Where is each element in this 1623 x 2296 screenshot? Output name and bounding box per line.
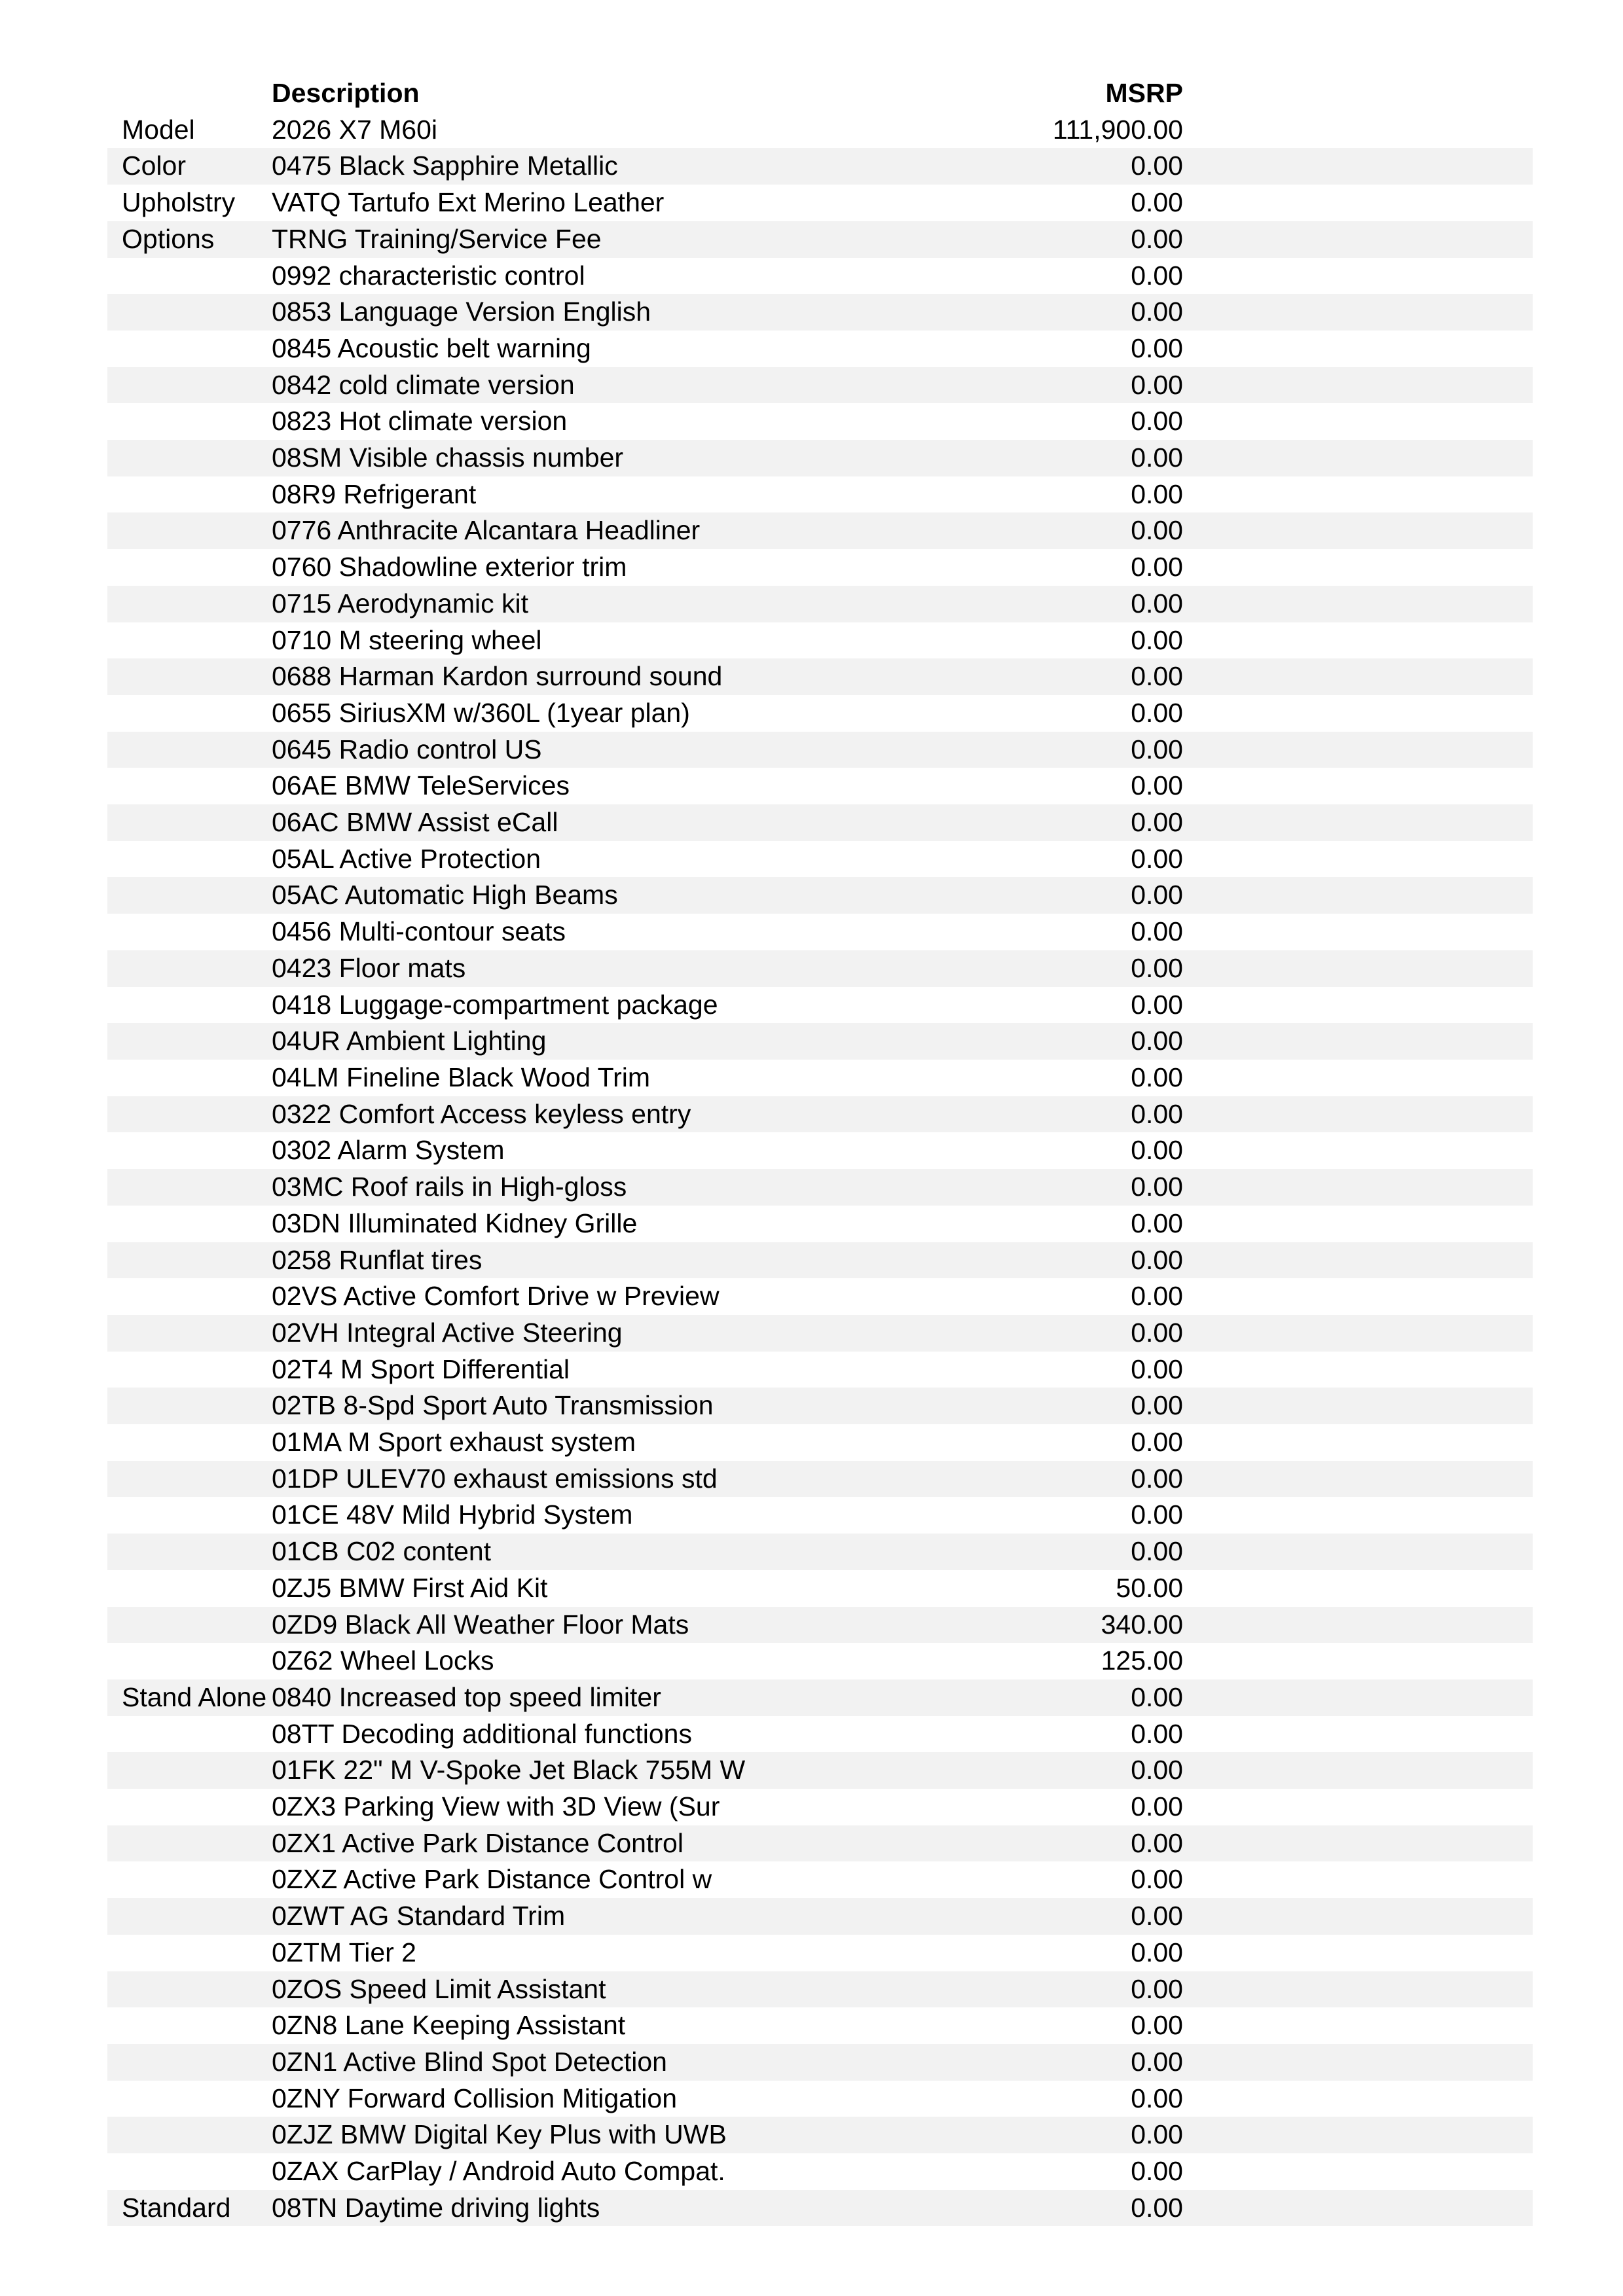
row-msrp: 0.00 [958, 1096, 1183, 1133]
row-description: 0760 Shadowline exterior trim [272, 549, 958, 586]
table-row [107, 950, 1533, 987]
row-category [107, 1315, 272, 1352]
row-spacer [1183, 1278, 1533, 1315]
table-row [107, 331, 1533, 367]
row-spacer [1183, 1971, 1533, 2008]
table-row [107, 2007, 1533, 2044]
row-spacer [1183, 914, 1533, 950]
row-category [107, 1023, 272, 1060]
row-spacer [1183, 1679, 1533, 1716]
row-spacer [1183, 1388, 1533, 1424]
row-description: 05AL Active Protection [272, 841, 958, 878]
row-description: 0776 Anthracite Alcantara Headliner [272, 512, 958, 549]
row-description: 01DP ULEV70 exhaust emissions std [272, 1461, 958, 1498]
row-description: 0475 Black Sapphire Metallic [272, 148, 958, 185]
row-msrp: 0.00 [958, 512, 1183, 549]
row-description: 01FK 22" M V-Spoke Jet Black 755M W [272, 1752, 958, 1789]
row-msrp: 0.00 [958, 331, 1183, 367]
row-category [107, 586, 272, 622]
table-row [107, 1497, 1533, 1534]
row-category [107, 914, 272, 950]
row-spacer [1183, 1716, 1533, 1753]
row-description: 01CE 48V Mild Hybrid System [272, 1497, 958, 1534]
vehicle-options-table [107, 75, 1533, 2226]
row-description: 0655 SiriusXM w/360L (1year plan) [272, 695, 958, 732]
table-row [107, 367, 1533, 404]
row-msrp: 0.00 [958, 403, 1183, 440]
row-category [107, 987, 272, 1024]
row-spacer [1183, 1898, 1533, 1935]
row-category [107, 549, 272, 586]
row-msrp: 0.00 [958, 1716, 1183, 1753]
row-msrp: 0.00 [958, 1352, 1183, 1388]
row-category [107, 804, 272, 841]
table-row [107, 512, 1533, 549]
row-msrp: 340.00 [958, 1607, 1183, 1643]
row-description: 0823 Hot climate version [272, 403, 958, 440]
row-spacer [1183, 2190, 1533, 2227]
table-row [107, 1315, 1533, 1352]
row-spacer [1183, 1643, 1533, 1679]
row-description: 0645 Radio control US [272, 732, 958, 768]
table-row [107, 768, 1533, 804]
table-row [107, 1570, 1533, 1607]
table-body [107, 112, 1533, 2227]
row-description: 0322 Comfort Access keyless entry [272, 1096, 958, 1133]
row-description: 0302 Alarm System [272, 1132, 958, 1169]
row-category [107, 1388, 272, 1424]
row-spacer [1183, 1789, 1533, 1825]
row-category [107, 1497, 272, 1534]
table-row [107, 294, 1533, 331]
row-spacer [1183, 804, 1533, 841]
row-category [107, 1898, 272, 1935]
table-row [107, 1278, 1533, 1315]
row-msrp: 0.00 [958, 1898, 1183, 1935]
row-msrp: 0.00 [958, 2190, 1183, 2227]
row-spacer [1183, 1169, 1533, 1206]
row-category: Color [107, 148, 272, 185]
table-row [107, 1169, 1533, 1206]
row-spacer [1183, 1352, 1533, 1388]
row-category [107, 695, 272, 732]
row-category [107, 258, 272, 295]
row-category [107, 1716, 272, 1753]
row-spacer [1183, 2081, 1533, 2117]
row-msrp: 0.00 [958, 2117, 1183, 2153]
row-spacer [1183, 1570, 1533, 1607]
table-row [107, 1789, 1533, 1825]
table-row [107, 1643, 1533, 1679]
row-msrp: 0.00 [958, 1534, 1183, 1570]
table-header [107, 75, 1533, 112]
row-spacer [1183, 2044, 1533, 2081]
row-msrp: 0.00 [958, 221, 1183, 258]
row-msrp: 0.00 [958, 1971, 1183, 2008]
row-spacer [1183, 148, 1533, 185]
row-description: 08R9 Refrigerant [272, 476, 958, 513]
row-category [107, 1570, 272, 1607]
row-category: Upholstry [107, 185, 272, 221]
row-description: 0688 Harman Kardon surround sound [272, 658, 958, 695]
row-description: 0ZJ5 BMW First Aid Kit [272, 1570, 958, 1607]
table-row [107, 403, 1533, 440]
row-description: 0845 Acoustic belt warning [272, 331, 958, 367]
row-description: 0840 Increased top speed limiter [272, 1679, 958, 1716]
row-msrp: 0.00 [958, 1278, 1183, 1315]
table-row [107, 877, 1533, 914]
row-spacer [1183, 950, 1533, 987]
row-description: 02T4 M Sport Differential [272, 1352, 958, 1388]
row-spacer [1183, 2117, 1533, 2153]
row-msrp: 0.00 [958, 1388, 1183, 1424]
row-category [107, 1206, 272, 1242]
row-description: 02VS Active Comfort Drive w Preview [272, 1278, 958, 1315]
table-row [107, 695, 1533, 732]
row-category [107, 2081, 272, 2117]
row-msrp: 0.00 [958, 1752, 1183, 1789]
row-description: 0Z62 Wheel Locks [272, 1643, 958, 1679]
row-category [107, 476, 272, 513]
row-spacer [1183, 658, 1533, 695]
row-spacer [1183, 1206, 1533, 1242]
row-description: 0ZJZ BMW Digital Key Plus with UWB [272, 2117, 958, 2153]
row-description: 06AC BMW Assist eCall [272, 804, 958, 841]
table-row [107, 221, 1533, 258]
row-description: 0ZX3 Parking View with 3D View (Sur [272, 1789, 958, 1825]
row-spacer [1183, 1534, 1533, 1570]
row-msrp: 0.00 [958, 658, 1183, 695]
row-category [107, 1861, 272, 1898]
row-description: 03DN Illuminated Kidney Grille [272, 1206, 958, 1242]
row-spacer [1183, 1861, 1533, 1898]
row-spacer [1183, 1060, 1533, 1096]
row-spacer [1183, 987, 1533, 1024]
row-category: Stand Alone [107, 1679, 272, 1716]
row-description: 0ZTM Tier 2 [272, 1935, 958, 1971]
table-row [107, 804, 1533, 841]
table-row [107, 1242, 1533, 1279]
table-row [107, 185, 1533, 221]
row-category [107, 768, 272, 804]
row-category [107, 1352, 272, 1388]
row-msrp: 0.00 [958, 1023, 1183, 1060]
row-msrp: 0.00 [958, 1679, 1183, 1716]
table-row [107, 1352, 1533, 1388]
row-msrp: 0.00 [958, 294, 1183, 331]
row-category [107, 440, 272, 476]
row-spacer [1183, 1132, 1533, 1169]
category-column-header [107, 75, 272, 112]
row-description: 0842 cold climate version [272, 367, 958, 404]
row-msrp: 0.00 [958, 1461, 1183, 1498]
table-row [107, 1534, 1533, 1570]
table-row [107, 1023, 1533, 1060]
row-spacer [1183, 586, 1533, 622]
row-msrp: 0.00 [958, 804, 1183, 841]
row-category [107, 1825, 272, 1862]
row-description: 08SM Visible chassis number [272, 440, 958, 476]
row-description: 0ZX1 Active Park Distance Control [272, 1825, 958, 1862]
row-description: 0853 Language Version English [272, 294, 958, 331]
row-msrp: 0.00 [958, 258, 1183, 295]
row-msrp: 0.00 [958, 549, 1183, 586]
row-spacer [1183, 1315, 1533, 1352]
row-msrp: 0.00 [958, 2007, 1183, 2044]
table-row [107, 1461, 1533, 1498]
row-msrp: 0.00 [958, 367, 1183, 404]
table-row [107, 1607, 1533, 1643]
row-spacer [1183, 768, 1533, 804]
row-description: 0992 characteristic control [272, 258, 958, 295]
row-msrp: 0.00 [958, 1825, 1183, 1862]
row-category [107, 622, 272, 659]
table-row [107, 2190, 1533, 2227]
row-msrp: 0.00 [958, 1169, 1183, 1206]
row-spacer [1183, 549, 1533, 586]
table-row [107, 1132, 1533, 1169]
row-description: 0ZN8 Lane Keeping Assistant [272, 2007, 958, 2044]
row-msrp: 0.00 [958, 768, 1183, 804]
row-spacer [1183, 403, 1533, 440]
row-msrp: 0.00 [958, 148, 1183, 185]
row-description: 01MA M Sport exhaust system [272, 1424, 958, 1461]
row-category [107, 1242, 272, 1279]
row-category [107, 1461, 272, 1498]
row-description: 0715 Aerodynamic kit [272, 586, 958, 622]
row-msrp: 0.00 [958, 987, 1183, 1024]
row-description: 0456 Multi-contour seats [272, 914, 958, 950]
row-category [107, 1789, 272, 1825]
row-category [107, 1643, 272, 1679]
row-spacer [1183, 112, 1533, 149]
table-row [107, 2081, 1533, 2117]
row-description: 0ZD9 Black All Weather Floor Mats [272, 1607, 958, 1643]
row-spacer [1183, 1242, 1533, 1279]
row-spacer [1183, 2007, 1533, 2044]
row-msrp: 111,900.00 [958, 112, 1183, 149]
row-spacer [1183, 1497, 1533, 1534]
row-description: 05AC Automatic High Beams [272, 877, 958, 914]
row-spacer [1183, 622, 1533, 659]
row-msrp: 0.00 [958, 877, 1183, 914]
row-msrp: 0.00 [958, 914, 1183, 950]
row-spacer [1183, 367, 1533, 404]
row-msrp: 0.00 [958, 695, 1183, 732]
table-row [107, 2153, 1533, 2190]
row-spacer [1183, 1424, 1533, 1461]
row-category [107, 1971, 272, 2008]
table-row [107, 112, 1533, 149]
row-msrp: 0.00 [958, 185, 1183, 221]
spacer-column [1183, 75, 1533, 112]
row-category: Model [107, 112, 272, 149]
row-spacer [1183, 1935, 1533, 1971]
row-spacer [1183, 185, 1533, 221]
row-category [107, 2044, 272, 2081]
row-msrp: 0.00 [958, 1789, 1183, 1825]
row-description: 0710 M steering wheel [272, 622, 958, 659]
row-category [107, 1096, 272, 1133]
row-msrp: 0.00 [958, 440, 1183, 476]
row-description: 0ZOS Speed Limit Assistant [272, 1971, 958, 2008]
table-row [107, 476, 1533, 513]
row-category [107, 2007, 272, 2044]
row-spacer [1183, 1096, 1533, 1133]
row-spacer [1183, 1752, 1533, 1789]
table-row [107, 1060, 1533, 1096]
row-category [107, 1060, 272, 1096]
row-spacer [1183, 294, 1533, 331]
table-row [107, 1716, 1533, 1753]
row-msrp: 0.00 [958, 950, 1183, 987]
row-description: 06AE BMW TeleServices [272, 768, 958, 804]
row-category [107, 1534, 272, 1570]
row-category [107, 658, 272, 695]
row-description: VATQ Tartufo Ext Merino Leather [272, 185, 958, 221]
row-category [107, 1169, 272, 1206]
row-category [107, 841, 272, 878]
row-spacer [1183, 877, 1533, 914]
table-row [107, 1388, 1533, 1424]
row-msrp: 0.00 [958, 1497, 1183, 1534]
row-msrp: 0.00 [958, 732, 1183, 768]
row-spacer [1183, 440, 1533, 476]
row-description: 03MC Roof rails in High-gloss [272, 1169, 958, 1206]
row-msrp: 0.00 [958, 586, 1183, 622]
row-spacer [1183, 258, 1533, 295]
row-spacer [1183, 1825, 1533, 1862]
row-msrp: 0.00 [958, 2081, 1183, 2117]
row-description: 04LM Fineline Black Wood Trim [272, 1060, 958, 1096]
row-description: 02TB 8-Spd Sport Auto Transmission [272, 1388, 958, 1424]
row-msrp: 0.00 [958, 1132, 1183, 1169]
table-row [107, 1935, 1533, 1971]
row-msrp: 0.00 [958, 1060, 1183, 1096]
row-msrp: 50.00 [958, 1570, 1183, 1607]
row-msrp: 0.00 [958, 622, 1183, 659]
table-row [107, 732, 1533, 768]
row-spacer [1183, 841, 1533, 878]
row-category [107, 1132, 272, 1169]
row-category [107, 1278, 272, 1315]
row-spacer [1183, 221, 1533, 258]
table-row [107, 549, 1533, 586]
row-description: 04UR Ambient Lighting [272, 1023, 958, 1060]
row-description: TRNG Training/Service Fee [272, 221, 958, 258]
row-spacer [1183, 695, 1533, 732]
table-row [107, 1971, 1533, 2008]
table-row [107, 622, 1533, 659]
table-row [107, 658, 1533, 695]
header-row [107, 75, 1533, 112]
row-msrp: 0.00 [958, 1424, 1183, 1461]
row-description: 08TT Decoding additional functions [272, 1716, 958, 1753]
table-row [107, 586, 1533, 622]
table-row [107, 148, 1533, 185]
table-row [107, 258, 1533, 295]
row-category [107, 2153, 272, 2190]
row-description: 0ZNY Forward Collision Mitigation [272, 2081, 958, 2117]
row-description: 0258 Runflat tires [272, 1242, 958, 1279]
table-row [107, 841, 1533, 878]
table-row [107, 2117, 1533, 2153]
table-row [107, 1679, 1533, 1716]
table-row [107, 440, 1533, 476]
row-description: 0ZAX CarPlay / Android Auto Compat. [272, 2153, 958, 2190]
table-row [107, 1206, 1533, 1242]
row-spacer [1183, 1461, 1533, 1498]
table-row [107, 1898, 1533, 1935]
row-spacer [1183, 2153, 1533, 2190]
row-msrp: 0.00 [958, 1935, 1183, 1971]
table-row [107, 2044, 1533, 2081]
row-description: 02VH Integral Active Steering [272, 1315, 958, 1352]
row-category [107, 732, 272, 768]
row-category [107, 294, 272, 331]
row-description: 0ZN1 Active Blind Spot Detection [272, 2044, 958, 2081]
row-description: 0ZWT AG Standard Trim [272, 1898, 958, 1935]
row-category [107, 877, 272, 914]
table-row [107, 1424, 1533, 1461]
table-row [107, 1752, 1533, 1789]
table-row [107, 1096, 1533, 1133]
row-spacer [1183, 512, 1533, 549]
row-category [107, 512, 272, 549]
table-row [107, 987, 1533, 1024]
row-msrp: 0.00 [958, 2044, 1183, 2081]
row-spacer [1183, 476, 1533, 513]
table-row [107, 1825, 1533, 1862]
row-description: 01CB C02 content [272, 1534, 958, 1570]
row-category [107, 1607, 272, 1643]
table-row [107, 914, 1533, 950]
row-msrp: 0.00 [958, 1242, 1183, 1279]
row-msrp: 0.00 [958, 1315, 1183, 1352]
row-msrp: 0.00 [958, 476, 1183, 513]
row-description: 0418 Luggage-compartment package [272, 987, 958, 1024]
row-description: 08TN Daytime driving lights [272, 2190, 958, 2227]
row-category [107, 950, 272, 987]
row-spacer [1183, 1023, 1533, 1060]
row-description: 0ZXZ Active Park Distance Control w [272, 1861, 958, 1898]
row-category [107, 403, 272, 440]
row-category: Options [107, 221, 272, 258]
row-msrp: 0.00 [958, 1861, 1183, 1898]
row-spacer [1183, 732, 1533, 768]
row-category [107, 367, 272, 404]
row-description: 0423 Floor mats [272, 950, 958, 987]
row-category [107, 2117, 272, 2153]
row-category [107, 331, 272, 367]
row-category [107, 1752, 272, 1789]
row-msrp: 0.00 [958, 1206, 1183, 1242]
description-column-header: Description [272, 75, 958, 112]
row-category [107, 1935, 272, 1971]
msrp-column-header: MSRP [958, 75, 1183, 112]
row-description: 2026 X7 M60i [272, 112, 958, 149]
row-spacer [1183, 1607, 1533, 1643]
row-msrp: 0.00 [958, 841, 1183, 878]
row-category [107, 1424, 272, 1461]
row-msrp: 0.00 [958, 2153, 1183, 2190]
row-msrp: 125.00 [958, 1643, 1183, 1679]
row-category: Standard [107, 2190, 272, 2227]
row-spacer [1183, 331, 1533, 367]
table-row [107, 1861, 1533, 1898]
